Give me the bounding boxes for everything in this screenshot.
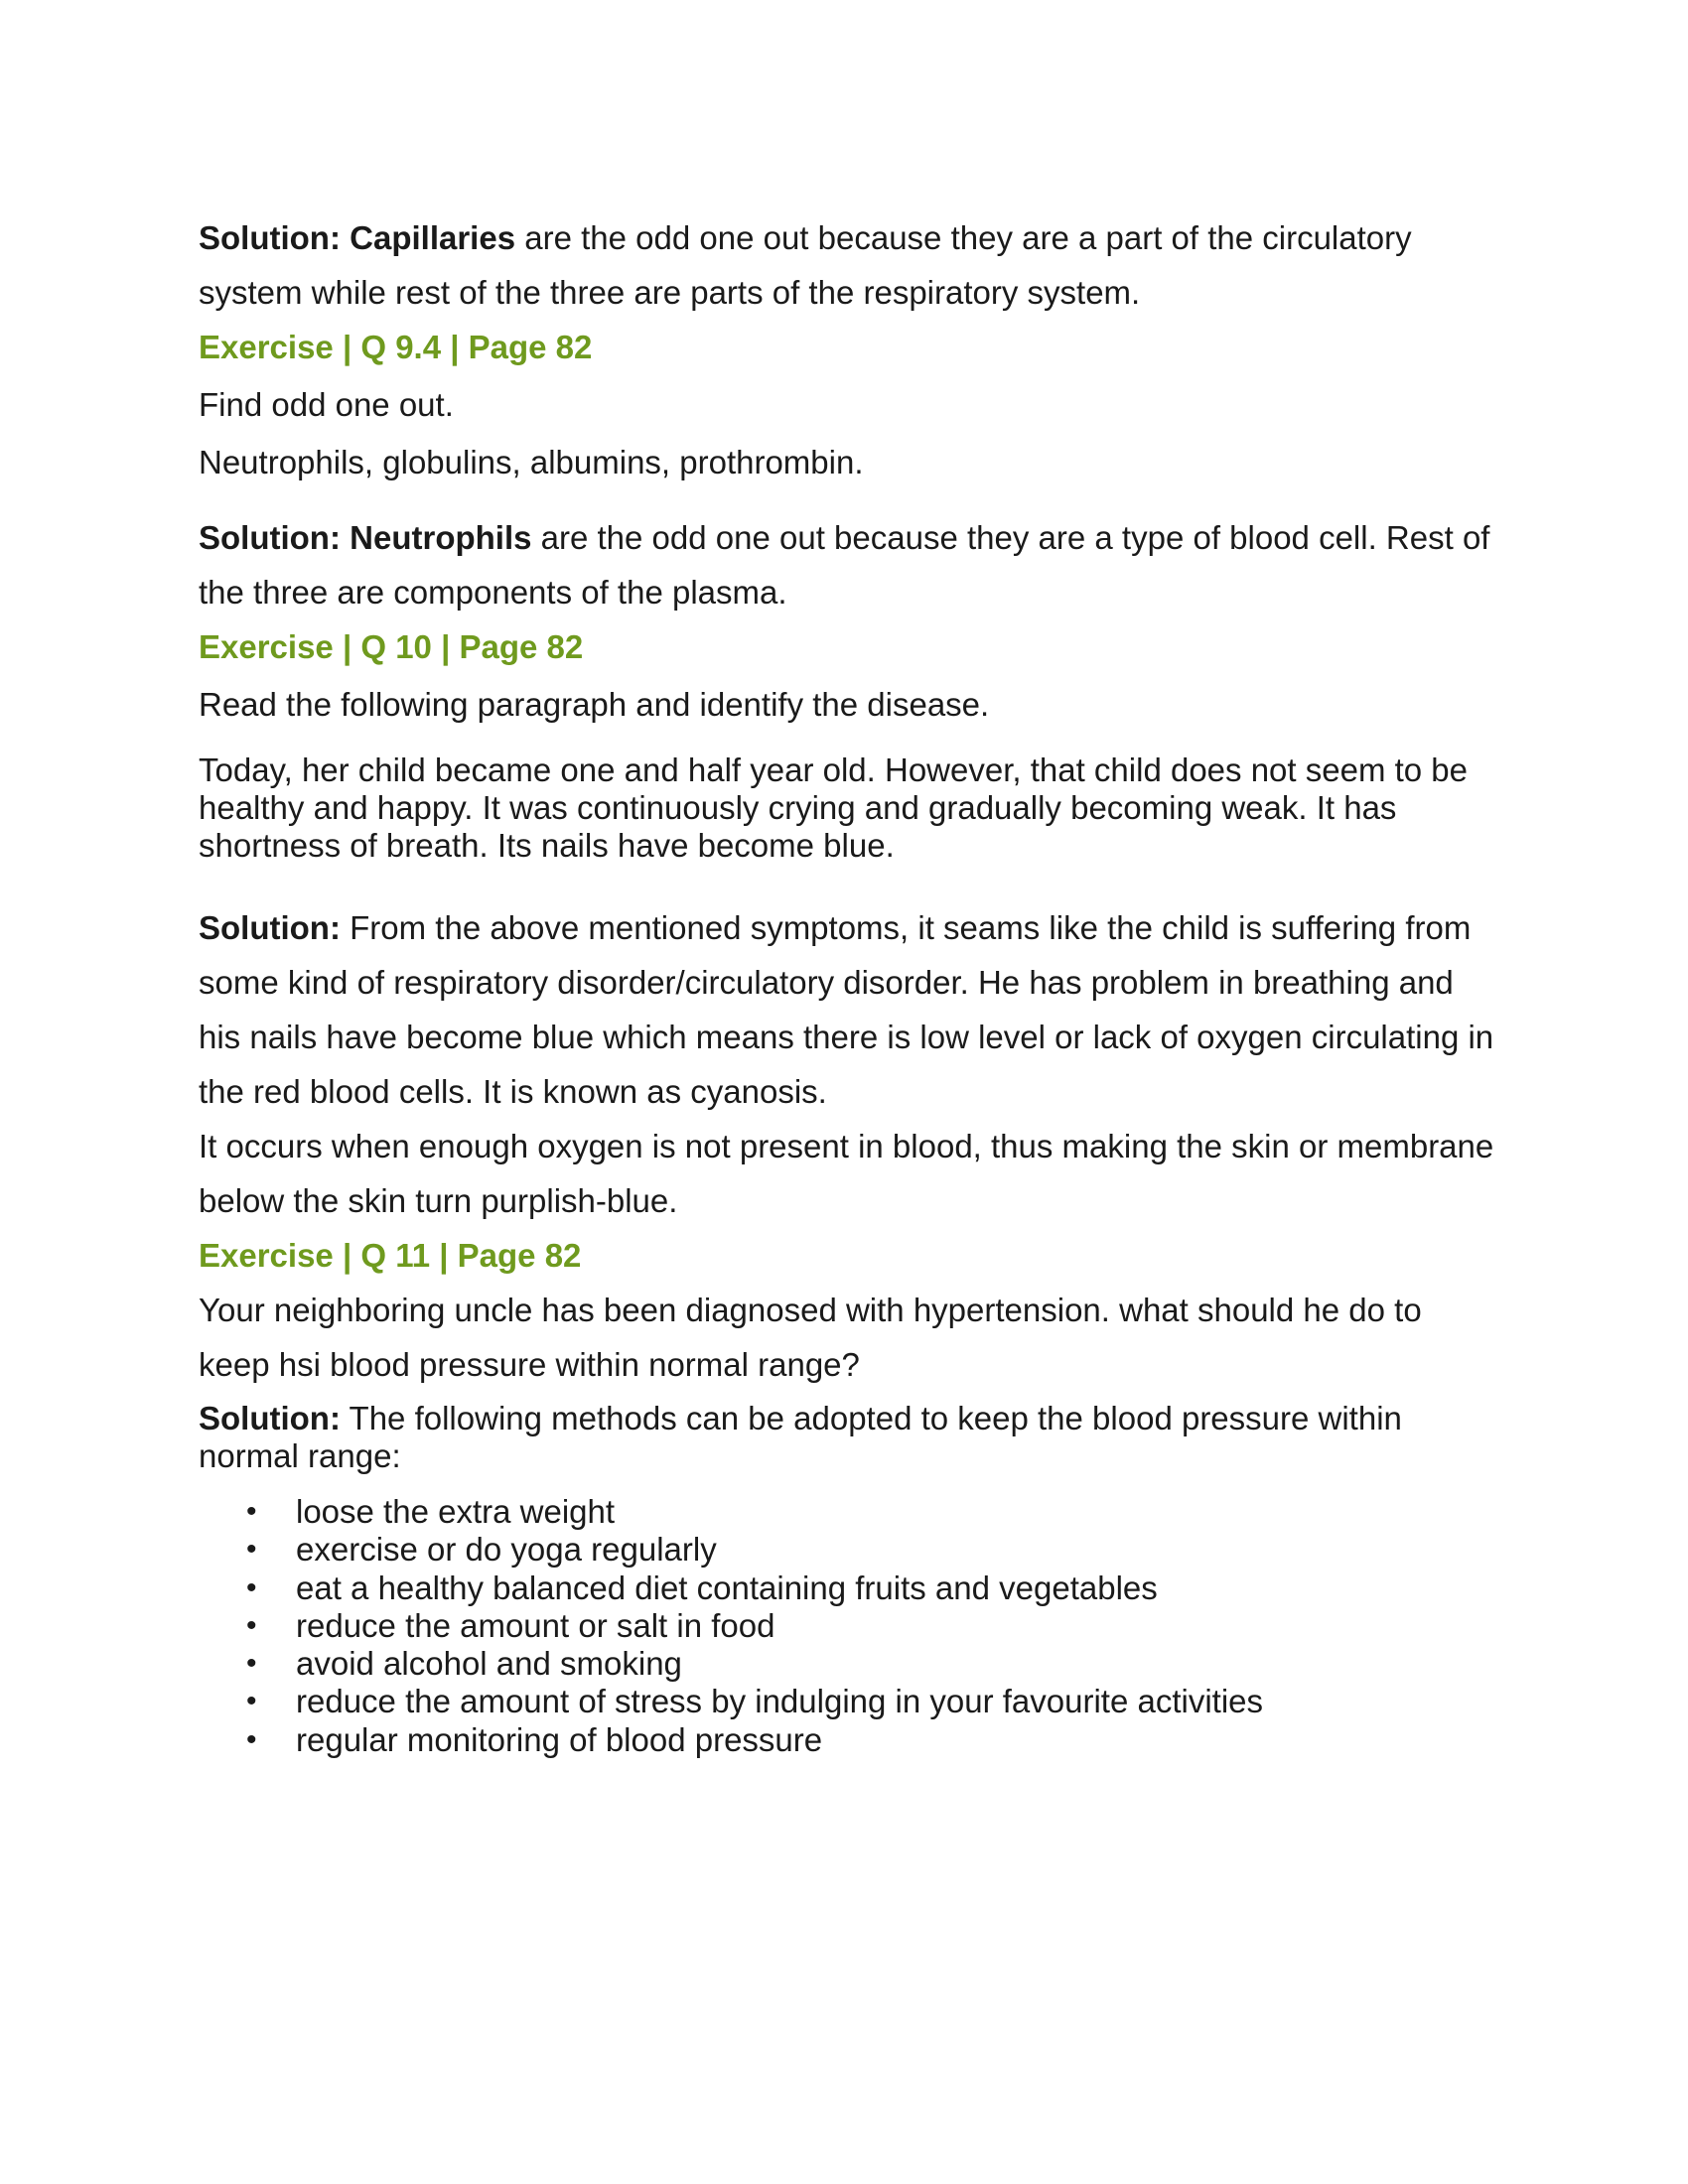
question-prompt-9-4: Find odd one out. <box>199 386 454 423</box>
bullet-icon: • <box>246 1495 257 1528</box>
solution-neutrophils <box>199 510 1499 619</box>
list-item: • regular monitoring of blood pressure <box>246 1720 823 1758</box>
exercise-heading-10: Exercise | Q 10 | Page 82 <box>199 628 584 665</box>
solution-text: From the above mentioned symptoms, it seams like the child is suffering from some kind of respiratory disorder/circulatory disorder. He has problem in breathing and his nails have become blue which means there is low level or lack of oxygen circulating in the red blood cells. It is known as cyanosis. <box>199 909 1494 1110</box>
list-item: • exercise or do yoga regularly <box>246 1531 717 1569</box>
solution-label: Solution: <box>199 1400 341 1436</box>
bullet-icon: • <box>246 1570 257 1604</box>
solution-text: are the odd one out because they are a type of blood cell. Rest of the three are components of the plasma. <box>199 519 1490 611</box>
solution-text: are the odd one out because they are a part of the circulatory system while rest of the three are parts of the respiratory system. <box>199 219 1412 311</box>
solution-text: The following methods can be adopted to keep the blood pressure within normal range: <box>199 1400 1402 1474</box>
solution-hypertension <box>199 1400 1499 1475</box>
bullet-icon: • <box>246 1608 257 1642</box>
bullet-icon: • <box>246 1533 257 1567</box>
solution-cyanosis <box>199 900 1499 1119</box>
question-prompt-10: Read the following paragraph and identify the disease. <box>199 686 990 723</box>
list-item: • reduce the amount or salt in food <box>246 1606 775 1644</box>
question-prompt-11: Your neighboring uncle has been diagnosed with hypertension. what should he do to keep hsi blood pressure within normal range? <box>199 1292 1422 1383</box>
list-item: • avoid alcohol and smoking <box>246 1645 682 1683</box>
exercise-heading-9-4: Exercise | Q 9.4 | Page 82 <box>199 329 593 365</box>
solution-cyanosis-continued: It occurs when enough oxygen is not present in blood, thus making the skin or membrane below the skin turn purplish-blue. <box>199 1128 1494 1219</box>
question-items-9-4: Neutrophils, globulins, albumins, prothrombin. <box>199 444 864 480</box>
exercise-heading-11: Exercise | Q 11 | Page 82 <box>199 1237 582 1274</box>
solution-label: Solution: <box>199 909 341 946</box>
solution-term: Neutrophils <box>350 519 532 556</box>
list-item: • eat a healthy balanced diet containing fruits and vegetables <box>246 1569 1158 1606</box>
list-item: • reduce the amount of stress by indulging in your favourite activities <box>246 1683 1264 1720</box>
solution-label: Solution: <box>199 219 341 256</box>
hypertension-tips-list <box>199 1493 1499 1759</box>
document-page <box>199 210 1499 1759</box>
bullet-icon: • <box>246 1647 257 1681</box>
question-passage-10: Today, her child became one and half year old. However, that child does not seem to be healthy and happy. It was continuously crying and gradually becoming weak. It has shortness of breath. Its nails have become blue. <box>199 751 1468 864</box>
list-item: • loose the extra weight <box>246 1493 616 1530</box>
bullet-icon: • <box>246 1722 257 1756</box>
solution-capillaries <box>199 210 1499 320</box>
solution-label: Solution: <box>199 519 341 556</box>
bullet-icon: • <box>246 1685 257 1718</box>
solution-term: Capillaries <box>350 219 516 256</box>
